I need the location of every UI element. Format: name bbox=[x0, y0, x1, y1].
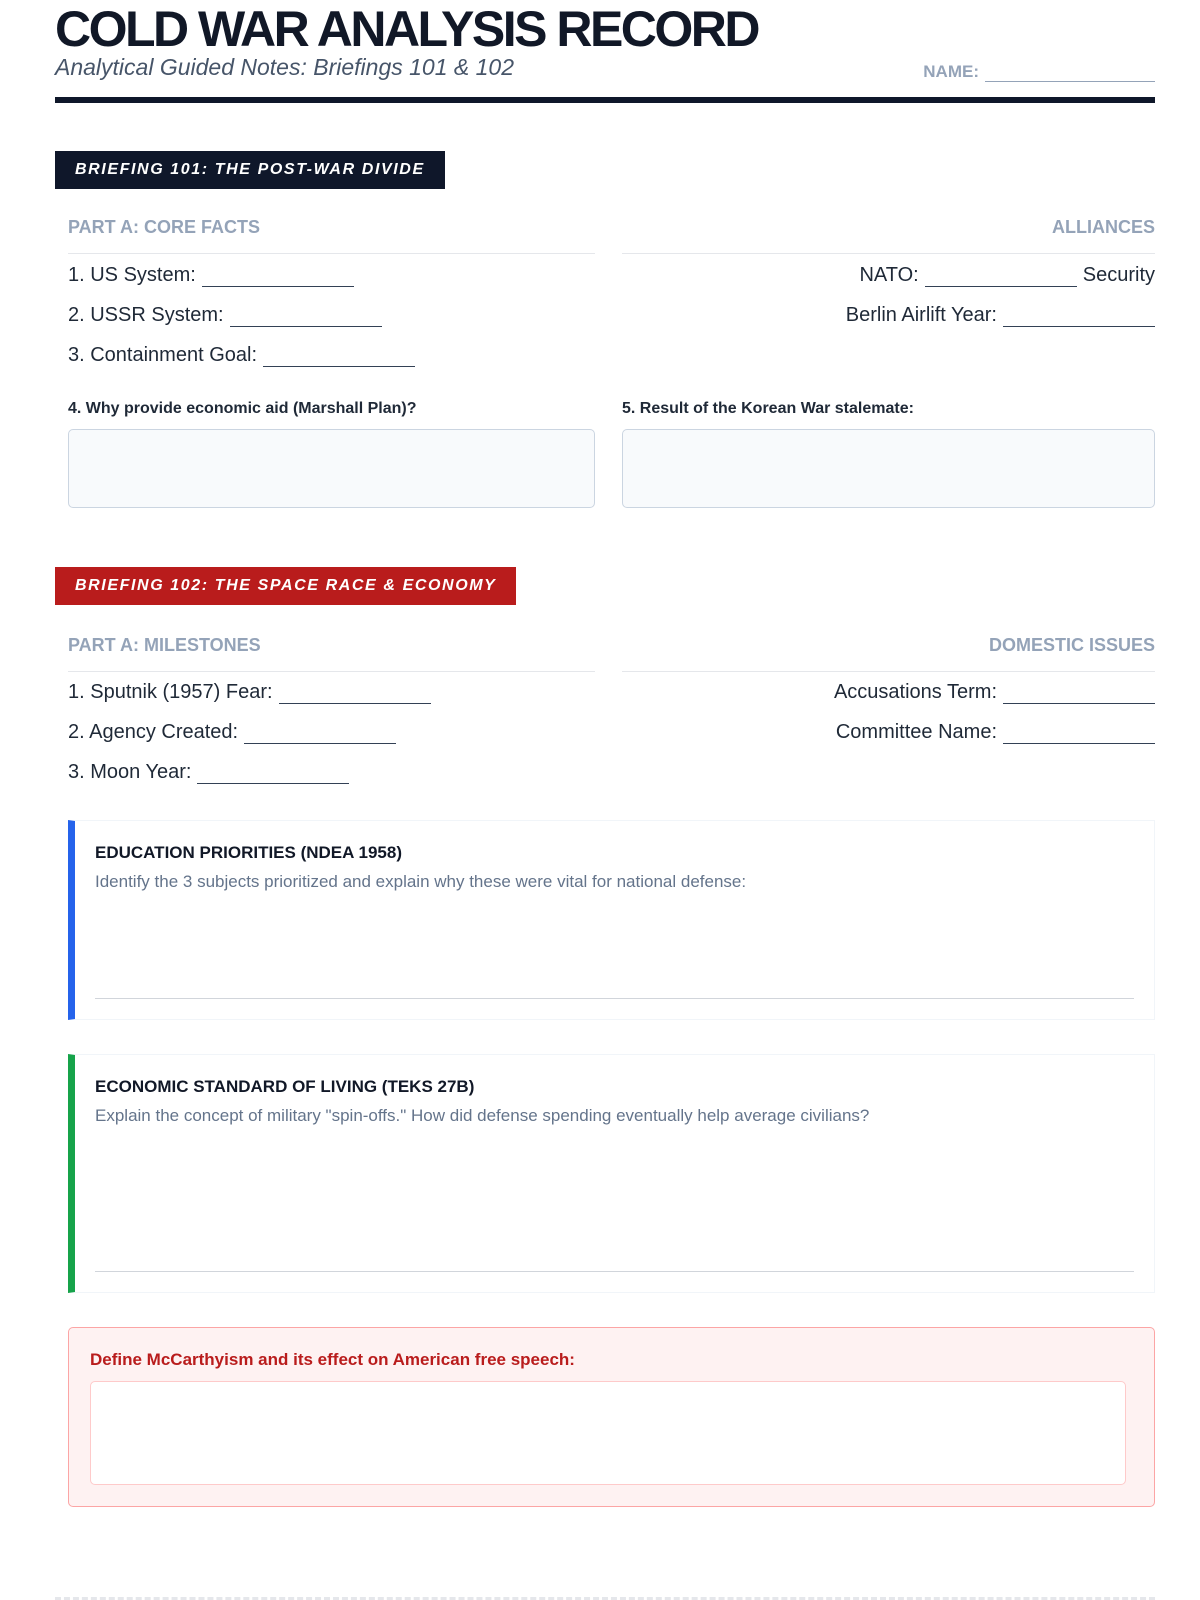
education-card-prompt: Identify the 3 subjects prioritized and explain why these were vital for national defense: bbox=[95, 872, 747, 891]
page-title: COLD WAR ANALYSIS RECORD bbox=[55, 1, 759, 57]
fill-suffix: Security bbox=[1082, 264, 1155, 286]
page-subtitle: Analytical Guided Notes: Briefings 101 & 102 bbox=[55, 54, 514, 80]
fill-blank[interactable] bbox=[263, 349, 415, 367]
fill-blank[interactable] bbox=[1003, 686, 1155, 704]
fill-sputnik-fear[interactable] bbox=[68, 681, 431, 704]
fill-blank[interactable] bbox=[925, 269, 1077, 287]
fill-label: 1. US System: bbox=[68, 264, 196, 286]
mccarthyism-answer-box[interactable] bbox=[90, 1381, 1126, 1485]
economic-card-title: ECONOMIC STANDARD OF LIVING (TEKS 27B) bbox=[95, 1077, 475, 1096]
fill-accusations-term[interactable] bbox=[834, 681, 1155, 704]
education-priorities-card bbox=[68, 820, 1155, 1020]
question-5-label: 5. Result of the Korean War stalemate: bbox=[622, 400, 914, 417]
fill-us-system[interactable] bbox=[68, 264, 354, 287]
alliances-heading: ALLIANCES bbox=[622, 214, 1155, 254]
part-a-core-facts-heading: PART A: CORE FACTS bbox=[68, 214, 595, 254]
name-label: NAME: bbox=[923, 62, 979, 81]
mccarthyism-prompt: Define McCarthyism and its effect on American free speech: bbox=[90, 1350, 575, 1369]
fill-label: NATO: bbox=[859, 264, 919, 286]
fill-blank[interactable] bbox=[1003, 726, 1155, 744]
fill-blank[interactable] bbox=[279, 686, 431, 704]
fill-blank[interactable] bbox=[244, 726, 396, 744]
education-card-title: EDUCATION PRIORITIES (NDEA 1958) bbox=[95, 843, 402, 862]
fill-blank[interactable] bbox=[1003, 309, 1155, 327]
part-a-milestones-heading: PART A: MILESTONES bbox=[68, 632, 595, 672]
fill-label: Berlin Airlift Year: bbox=[845, 304, 997, 326]
fill-blank[interactable] bbox=[202, 269, 354, 287]
fill-label: Committee Name: bbox=[835, 721, 997, 743]
mccarthyism-box bbox=[68, 1327, 1155, 1507]
fill-label: 2. USSR System: bbox=[68, 304, 224, 326]
fill-moon-year[interactable] bbox=[68, 761, 349, 784]
fill-label: 3. Moon Year: bbox=[68, 761, 192, 783]
name-field[interactable] bbox=[923, 62, 1155, 82]
fill-label: Accusations Term: bbox=[833, 681, 997, 703]
question-4-label: 4. Why provide economic aid (Marshall Plan)? bbox=[68, 400, 417, 417]
fill-containment-goal[interactable] bbox=[68, 344, 415, 367]
fill-label: 3. Containment Goal: bbox=[68, 344, 257, 366]
education-answer-line[interactable] bbox=[95, 998, 1134, 999]
briefing-102-banner: BRIEFING 102: THE SPACE RACE & ECONOMY bbox=[55, 567, 516, 605]
fill-blank[interactable] bbox=[230, 309, 382, 327]
question-5-answer-box[interactable] bbox=[622, 429, 1155, 508]
fill-committee-name[interactable] bbox=[836, 721, 1155, 744]
economic-answer-line[interactable] bbox=[95, 1271, 1134, 1272]
header-divider bbox=[55, 97, 1155, 103]
question-4-answer-box[interactable] bbox=[68, 429, 595, 508]
fill-agency-created[interactable] bbox=[68, 721, 396, 744]
economic-standard-card bbox=[68, 1054, 1155, 1293]
fill-ussr-system[interactable] bbox=[68, 304, 382, 327]
economic-card-prompt: Explain the concept of military "spin-offs." How did defense spending eventually help average civilians? bbox=[95, 1106, 870, 1125]
domestic-issues-heading: DOMESTIC ISSUES bbox=[622, 632, 1155, 672]
fill-label: 1. Sputnik (1957) Fear: bbox=[68, 681, 273, 703]
fill-label: 2. Agency Created: bbox=[68, 721, 239, 743]
fill-blank[interactable] bbox=[197, 766, 349, 784]
briefing-101-banner: BRIEFING 101: THE POST-WAR DIVIDE bbox=[55, 151, 445, 189]
fill-berlin-airlift-year[interactable] bbox=[846, 304, 1155, 327]
fill-nato[interactable] bbox=[859, 264, 1155, 287]
name-input-line[interactable] bbox=[985, 66, 1155, 82]
